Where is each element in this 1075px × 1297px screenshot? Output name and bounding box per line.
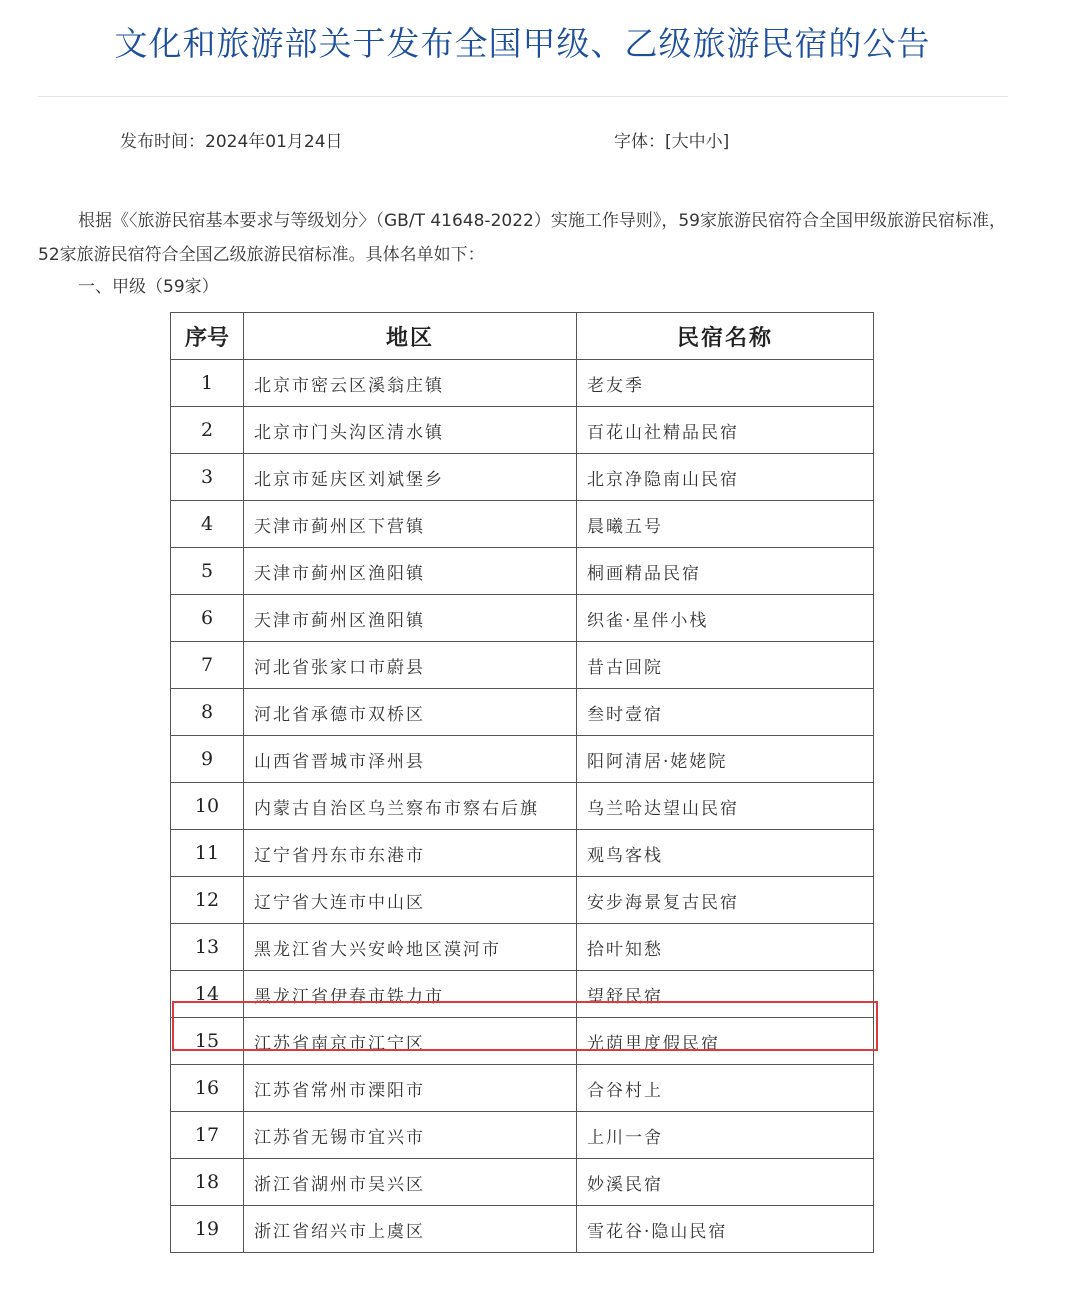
row-region: 浙江省湖州市吴兴区 [244, 1159, 577, 1206]
row-no: 12 [171, 877, 244, 924]
row-no: 2 [171, 407, 244, 454]
row-no: 6 [171, 595, 244, 642]
page-title: 文化和旅游部关于发布全国甲级、乙级旅游民宿的公告 [114, 24, 931, 63]
table-body [171, 360, 874, 1253]
font-small-link[interactable]: 小 [705, 132, 723, 152]
table-row [171, 501, 874, 548]
row-name: 北京净隐南山民宿 [577, 454, 874, 501]
table-row [171, 1159, 874, 1206]
table-row [171, 830, 874, 877]
row-name: 望舒民宿 [577, 971, 874, 1018]
row-name: 叁时壹宿 [577, 689, 874, 736]
row-region: 浙江省绍兴市上虞区 [244, 1206, 577, 1253]
row-no: 11 [171, 830, 244, 877]
row-name: 昔古回院 [577, 642, 874, 689]
row-name: 桐画精品民宿 [577, 548, 874, 595]
row-no: 5 [171, 548, 244, 595]
row-name: 观鸟客栈 [577, 830, 874, 877]
row-region: 江苏省常州市溧阳市 [244, 1065, 577, 1112]
row-name: 晨曦五号 [577, 501, 874, 548]
table-row [171, 595, 874, 642]
row-region: 河北省承德市双桥区 [244, 689, 577, 736]
publish-date: 发布时间：2024年01月24日 [120, 132, 343, 152]
table-row [171, 407, 874, 454]
row-name: 织雀·星伴小栈 [577, 595, 874, 642]
row-no: 14 [171, 971, 244, 1018]
table-row [171, 971, 874, 1018]
row-region: 北京市延庆区刘斌堡乡 [244, 454, 577, 501]
row-name: 妙溪民宿 [577, 1159, 874, 1206]
table-row [171, 877, 874, 924]
row-no: 19 [171, 1206, 244, 1253]
table-row [171, 454, 874, 501]
row-region: 黑龙江省伊春市铁力市 [244, 971, 577, 1018]
row-no: 16 [171, 1065, 244, 1112]
row-no: 4 [171, 501, 244, 548]
row-name: 老友季 [577, 360, 874, 407]
section-heading: 一、甲级（59家） [78, 277, 219, 297]
row-no: 18 [171, 1159, 244, 1206]
row-name: 合谷村上 [577, 1065, 874, 1112]
table-row [171, 1065, 874, 1112]
table-row [171, 642, 874, 689]
intro-paragraph: 根据《〈旅游民宿基本要求与等级划分〉（GB/T 41648-2022）实施工作导则》，59家旅游民宿符合全国甲级旅游民宿标准，52家旅游民宿符合全国乙级旅游民宿标准。具体名单如下： [38, 211, 1006, 265]
row-region: 北京市密云区溪翁庄镇 [244, 360, 577, 407]
row-region: 河北省张家口市蔚县 [244, 642, 577, 689]
row-no: 3 [171, 454, 244, 501]
row-region: 北京市门头沟区清水镇 [244, 407, 577, 454]
row-no: 15 [171, 1018, 244, 1065]
table-row [171, 360, 874, 407]
header-no: 序号 [171, 313, 244, 360]
row-name: 拾叶知愁 [577, 924, 874, 971]
table-header-row [171, 313, 874, 360]
row-no: 10 [171, 783, 244, 830]
row-name: 光荫里度假民宿 [577, 1018, 874, 1065]
row-region: 山西省晋城市泽州县 [244, 736, 577, 783]
header-region: 地区 [244, 313, 577, 360]
homestay-table [170, 312, 874, 1253]
row-region: 江苏省无锡市宜兴市 [244, 1112, 577, 1159]
row-region: 江苏省南京市江宁区 [244, 1018, 577, 1065]
row-name: 乌兰哈达望山民宿 [577, 783, 874, 830]
table-row [171, 1018, 874, 1065]
row-region: 辽宁省丹东市东港市 [244, 830, 577, 877]
font-size-label: 字体： [614, 132, 665, 152]
row-no: 7 [171, 642, 244, 689]
table-row [171, 736, 874, 783]
row-no: 13 [171, 924, 244, 971]
font-medium-link[interactable]: 中 [688, 132, 706, 152]
row-region: 内蒙古自治区乌兰察布市察右后旗 [244, 783, 577, 830]
row-name: 阳阿清居·姥姥院 [577, 736, 874, 783]
row-name: 百花山社精品民宿 [577, 407, 874, 454]
title-divider [38, 96, 1008, 97]
row-name: 上川一舍 [577, 1112, 874, 1159]
row-region: 黑龙江省大兴安岭地区漠河市 [244, 924, 577, 971]
row-region: 天津市蓟州区下营镇 [244, 501, 577, 548]
row-name: 安步海景复古民宿 [577, 877, 874, 924]
row-no: 17 [171, 1112, 244, 1159]
row-region: 天津市蓟州区渔阳镇 [244, 548, 577, 595]
font-bracket-close: ] [722, 132, 730, 152]
row-name: 雪花谷·隐山民宿 [577, 1206, 874, 1253]
row-no: 9 [171, 736, 244, 783]
header-name: 民宿名称 [577, 313, 874, 360]
table-row [171, 924, 874, 971]
row-region: 辽宁省大连市中山区 [244, 877, 577, 924]
table-row [171, 548, 874, 595]
row-no: 8 [171, 689, 244, 736]
font-bracket-open: [ [665, 132, 672, 152]
table-row [171, 689, 874, 736]
table-row [171, 1206, 874, 1253]
row-region: 天津市蓟州区渔阳镇 [244, 595, 577, 642]
table-row [171, 783, 874, 830]
table-row [171, 1112, 874, 1159]
font-size-switcher [614, 127, 729, 152]
font-large-link[interactable]: 大 [671, 132, 689, 152]
row-no: 1 [171, 360, 244, 407]
